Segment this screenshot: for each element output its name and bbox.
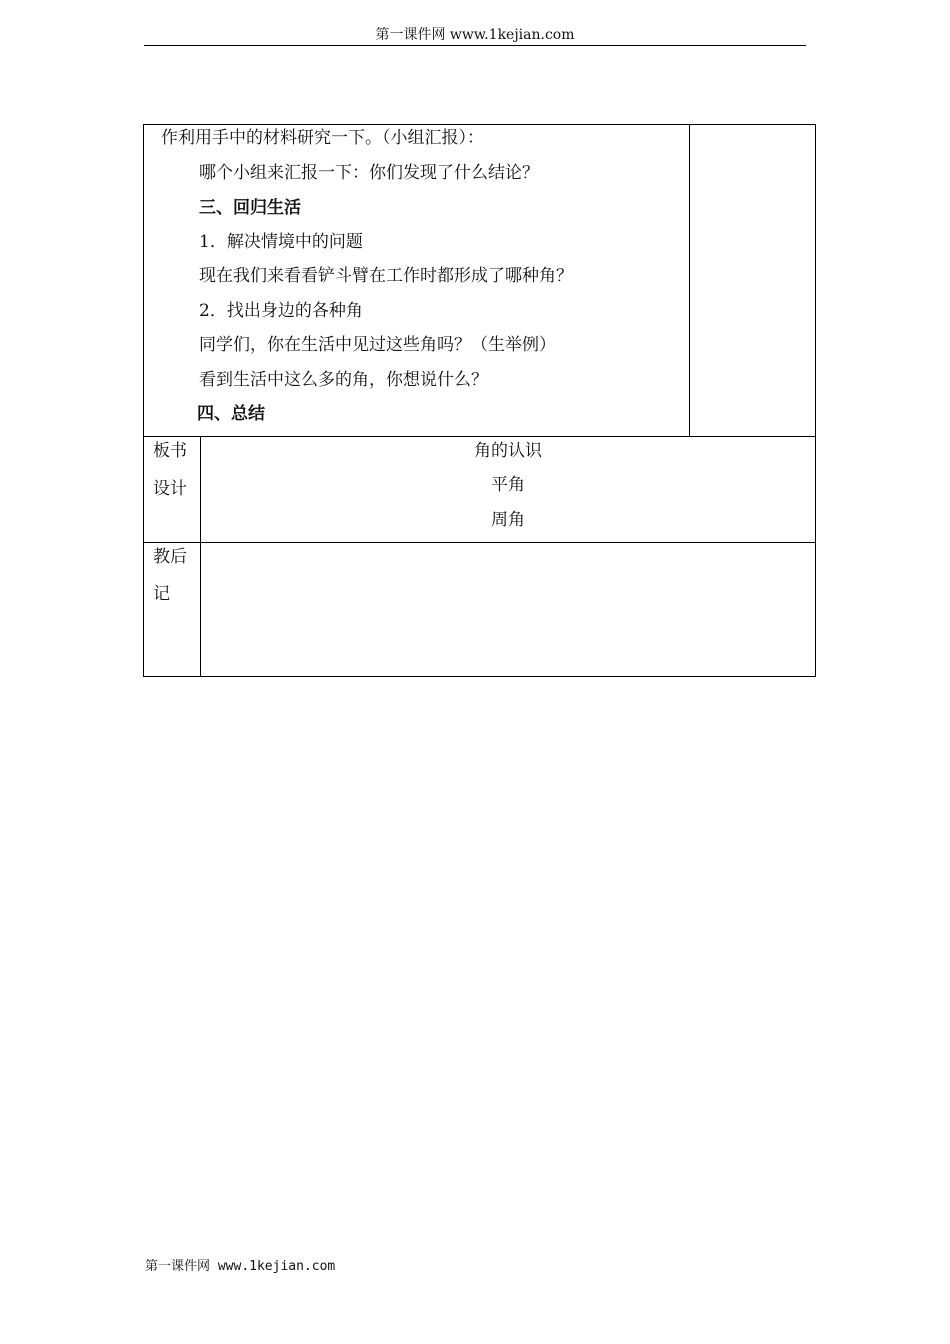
reflection-label-1: 教后 — [153, 547, 187, 567]
footer-site: 第一课件网 — [145, 1259, 211, 1274]
process-line-4: 1．解决情境中的问题 — [199, 232, 363, 252]
section-heading-4: 四、总结 — [197, 404, 265, 424]
reflection-label-divider — [200, 542, 201, 677]
header-rule — [144, 45, 806, 46]
process-line-2: 哪个小组来汇报一下：你们发现了什么结论？ — [199, 163, 539, 183]
board-label-1: 板书 — [153, 441, 187, 461]
page-footer — [145, 1258, 335, 1276]
footer-url: www.1kejian.com — [217, 1259, 336, 1274]
reflection-row — [143, 542, 816, 677]
process-line-8: 看到生活中这么多的角，你想说什么？ — [199, 370, 488, 390]
board-label-divider — [200, 436, 201, 543]
page-header: 第一课件网 www.1kejian.com — [375, 27, 575, 43]
board-label-2: 设计 — [153, 479, 187, 499]
process-line-6: 2．找出身边的各种角 — [199, 301, 363, 321]
board-title: 角的认识 — [474, 441, 542, 461]
process-line-7: 同学们，你在生活中见过这些角吗？（生举例） — [199, 335, 556, 355]
board-item-2: 周角 — [491, 510, 525, 530]
reflection-label-2: 记 — [153, 584, 170, 604]
notes-column-divider — [689, 124, 690, 437]
board-item-1: 平角 — [491, 475, 525, 495]
section-heading-3: 三、回归生活 — [199, 198, 301, 218]
process-line-5: 现在我们来看看铲斗臂在工作时都形成了哪种角？ — [199, 266, 573, 286]
process-line-1: 作利用手中的材料研究一下。（小组汇报）： — [161, 128, 484, 148]
